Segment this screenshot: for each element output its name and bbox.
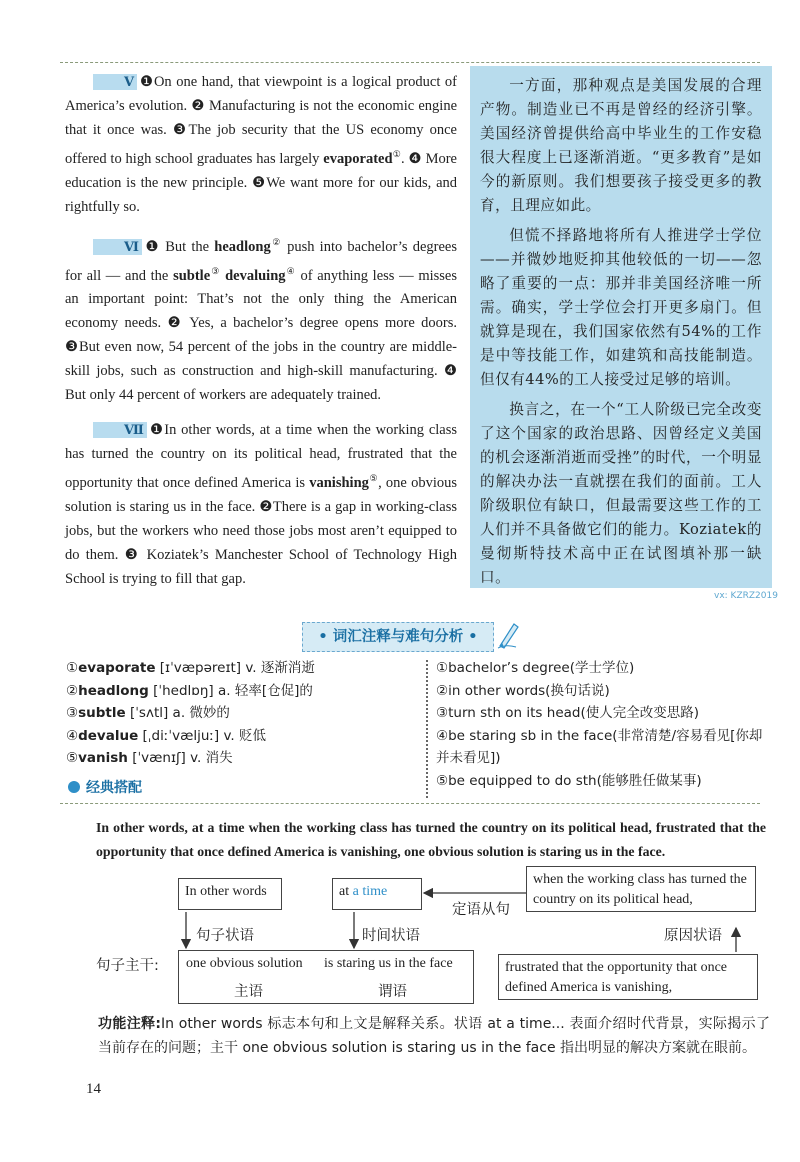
paragraph-7: Ⅶ ❶In other words, at a time when the working class has turned the country on its political head, frustrated that the opportunity that once defined America is vanishing⑤, one obvious solution is staring us in the face. ❷There is a gap in working-class jobs, but the workers who need those jobs most aren’t equipped to do them. ❸ Koziatek’s Manchester School of Technology High School is trying to fill that gap. bbox=[65, 422, 458, 588]
phrase-item: ⑤be equipped to do sth(能够胜任做某事) bbox=[436, 772, 702, 789]
vocab-item: ⑤vanish [ˈvænɪʃ] v. 消失 bbox=[66, 750, 233, 766]
vocab-item: ①evaporate [ɪˈvæpəreɪt] v. 逐渐消逝 bbox=[66, 660, 315, 676]
vocab-word: subtle bbox=[173, 267, 211, 284]
predicate-text: is staring us in the face bbox=[324, 956, 453, 971]
paragraph-5: Ⅴ ❶On one hand, that viewpoint is a logical product of America’s evolution. ❷ Manufacturing is not the economic engine that it once was. ❸The job security that the US economy once offered to high school graduates has largely evaporated①. ❹ More education is the new principle. ❺We want more for our kids, and rightfully so. bbox=[65, 74, 458, 215]
label-cause-adverbial: 原因状语 bbox=[664, 928, 722, 944]
vocab-word: vanishing bbox=[309, 475, 369, 492]
vocab-section-title: • 词汇注释与难句分析 • bbox=[302, 622, 494, 652]
translation-paragraph-5: 一方面，那种观点是美国发展的合理产物。制造业已不再是曾经的经济引擎。美国经济曾提供给高中毕业生的工作安稳很大程度上已逐渐消逝。“更多教育”是如今的新原则。我们想要孩子接受更多的教育，且理应如此。 bbox=[480, 77, 762, 214]
box-at-a-time: at a time bbox=[332, 878, 422, 910]
function-note: 功能注释:In other words 标志本句和上文是解释关系。状语 at a time... 表面介绍时代背景，实际揭示了当前存在的问题；主干 one obvious solution is staring us in the face 指出明显的解决方案就在眼前。 bbox=[98, 1016, 770, 1056]
phrase-item: ①bachelor’s degree(学士学位) bbox=[436, 660, 635, 676]
phrase-item: ③turn sth on its head(使人完全改变思路) bbox=[436, 705, 699, 721]
classic-collocation-heading: 经典搭配 bbox=[68, 777, 142, 797]
phrase-item: ②in other words(换句话说) bbox=[436, 682, 610, 699]
paragraph-number: Ⅴ bbox=[93, 74, 137, 90]
page-number: 14 bbox=[86, 1081, 101, 1097]
vocab-item: ②headlong [ˈhedlɒŋ] a. 轻率[仓促]的 bbox=[66, 682, 313, 699]
box-in-other-words: In other words bbox=[178, 878, 282, 910]
box-when-clause: when the working class has turned the country on its political head, bbox=[526, 866, 756, 912]
label-attributive-clause: 定语从句 bbox=[452, 902, 510, 918]
vocab-item: ③subtle [ˈsʌtl] a. 微妙的 bbox=[66, 705, 230, 721]
analysis-sentence: In other words, at a time when the working class has turned the country on its political head, frustrated that the opportunity that once defined America is vanishing, one obvious solution is staring us in the face. bbox=[96, 820, 766, 859]
box-frustrated-clause: frustrated that the opportunity that once defined America is vanishing, bbox=[498, 954, 758, 1000]
watermark: vx: KZRZ2019 bbox=[714, 591, 778, 601]
paragraph-6: Ⅵ ❶ But the headlong② push into bachelor’s degrees for all — and the subtle③ devaluing④ of anything less — misses an important point: That’s not the only thing the American economy needs. ❷ Yes, a bachelor’s degree opens more doors. ❸But even now, 54 percent of the jobs in the country are middle-skill jobs, such as construction and high-skill manufacturing. ❹ But only 44 percent of workers are adequately trained. bbox=[65, 236, 458, 404]
vocab-item: ④devalue [ˌdiːˈvæljuː] v. 贬低 bbox=[66, 727, 267, 744]
paragraph-number: Ⅶ bbox=[93, 422, 147, 438]
function-note-label: 功能注释: bbox=[98, 1016, 161, 1032]
phrase-item: ④be staring sb in the face(非常清楚/容易看见[你却并未看见]) bbox=[436, 727, 763, 766]
translation-paragraph-6: 但慌不择路地将所有人推进学士学位——并微妙地贬抑其他较低的一切——忽略了重要的一点：那并非美国经济唯一所需。确实，学士学位会打开更多扇门。但就算是现在，我们国家依然有54%的工作是中等技能工作，如建筑和高技能制造。但仅有44%的工人接受过足够的培训。 bbox=[480, 227, 762, 388]
vocab-word: devaluing bbox=[225, 267, 286, 284]
translation-paragraph-7: 换言之，在一个“工人阶级已完全改变了这个国家的政治思路、因曾经定义美国的机会逐渐消逝而受挫”的时代，一个明显的解决办法一直就摆在我们的面前。工人阶级职位有缺口，但最需要这些工作的工人们并不具备做它们的能力。Koziatek的曼彻斯特技术高中正在试图填补那一缺口。 bbox=[480, 401, 762, 586]
label-sentence-adverbial: 句子状语 bbox=[196, 928, 254, 944]
label-predicate: 谓语 bbox=[378, 984, 407, 1000]
label-time-adverbial: 时间状语 bbox=[362, 928, 420, 944]
paragraph-number: Ⅵ bbox=[93, 239, 142, 255]
vocab-word: headlong bbox=[214, 238, 271, 255]
label-subject: 主语 bbox=[234, 984, 263, 1000]
label-sentence-main: 句子主干: bbox=[96, 958, 159, 974]
vocab-word: evaporated bbox=[323, 150, 393, 167]
subject-text: one obvious solution bbox=[186, 956, 303, 971]
